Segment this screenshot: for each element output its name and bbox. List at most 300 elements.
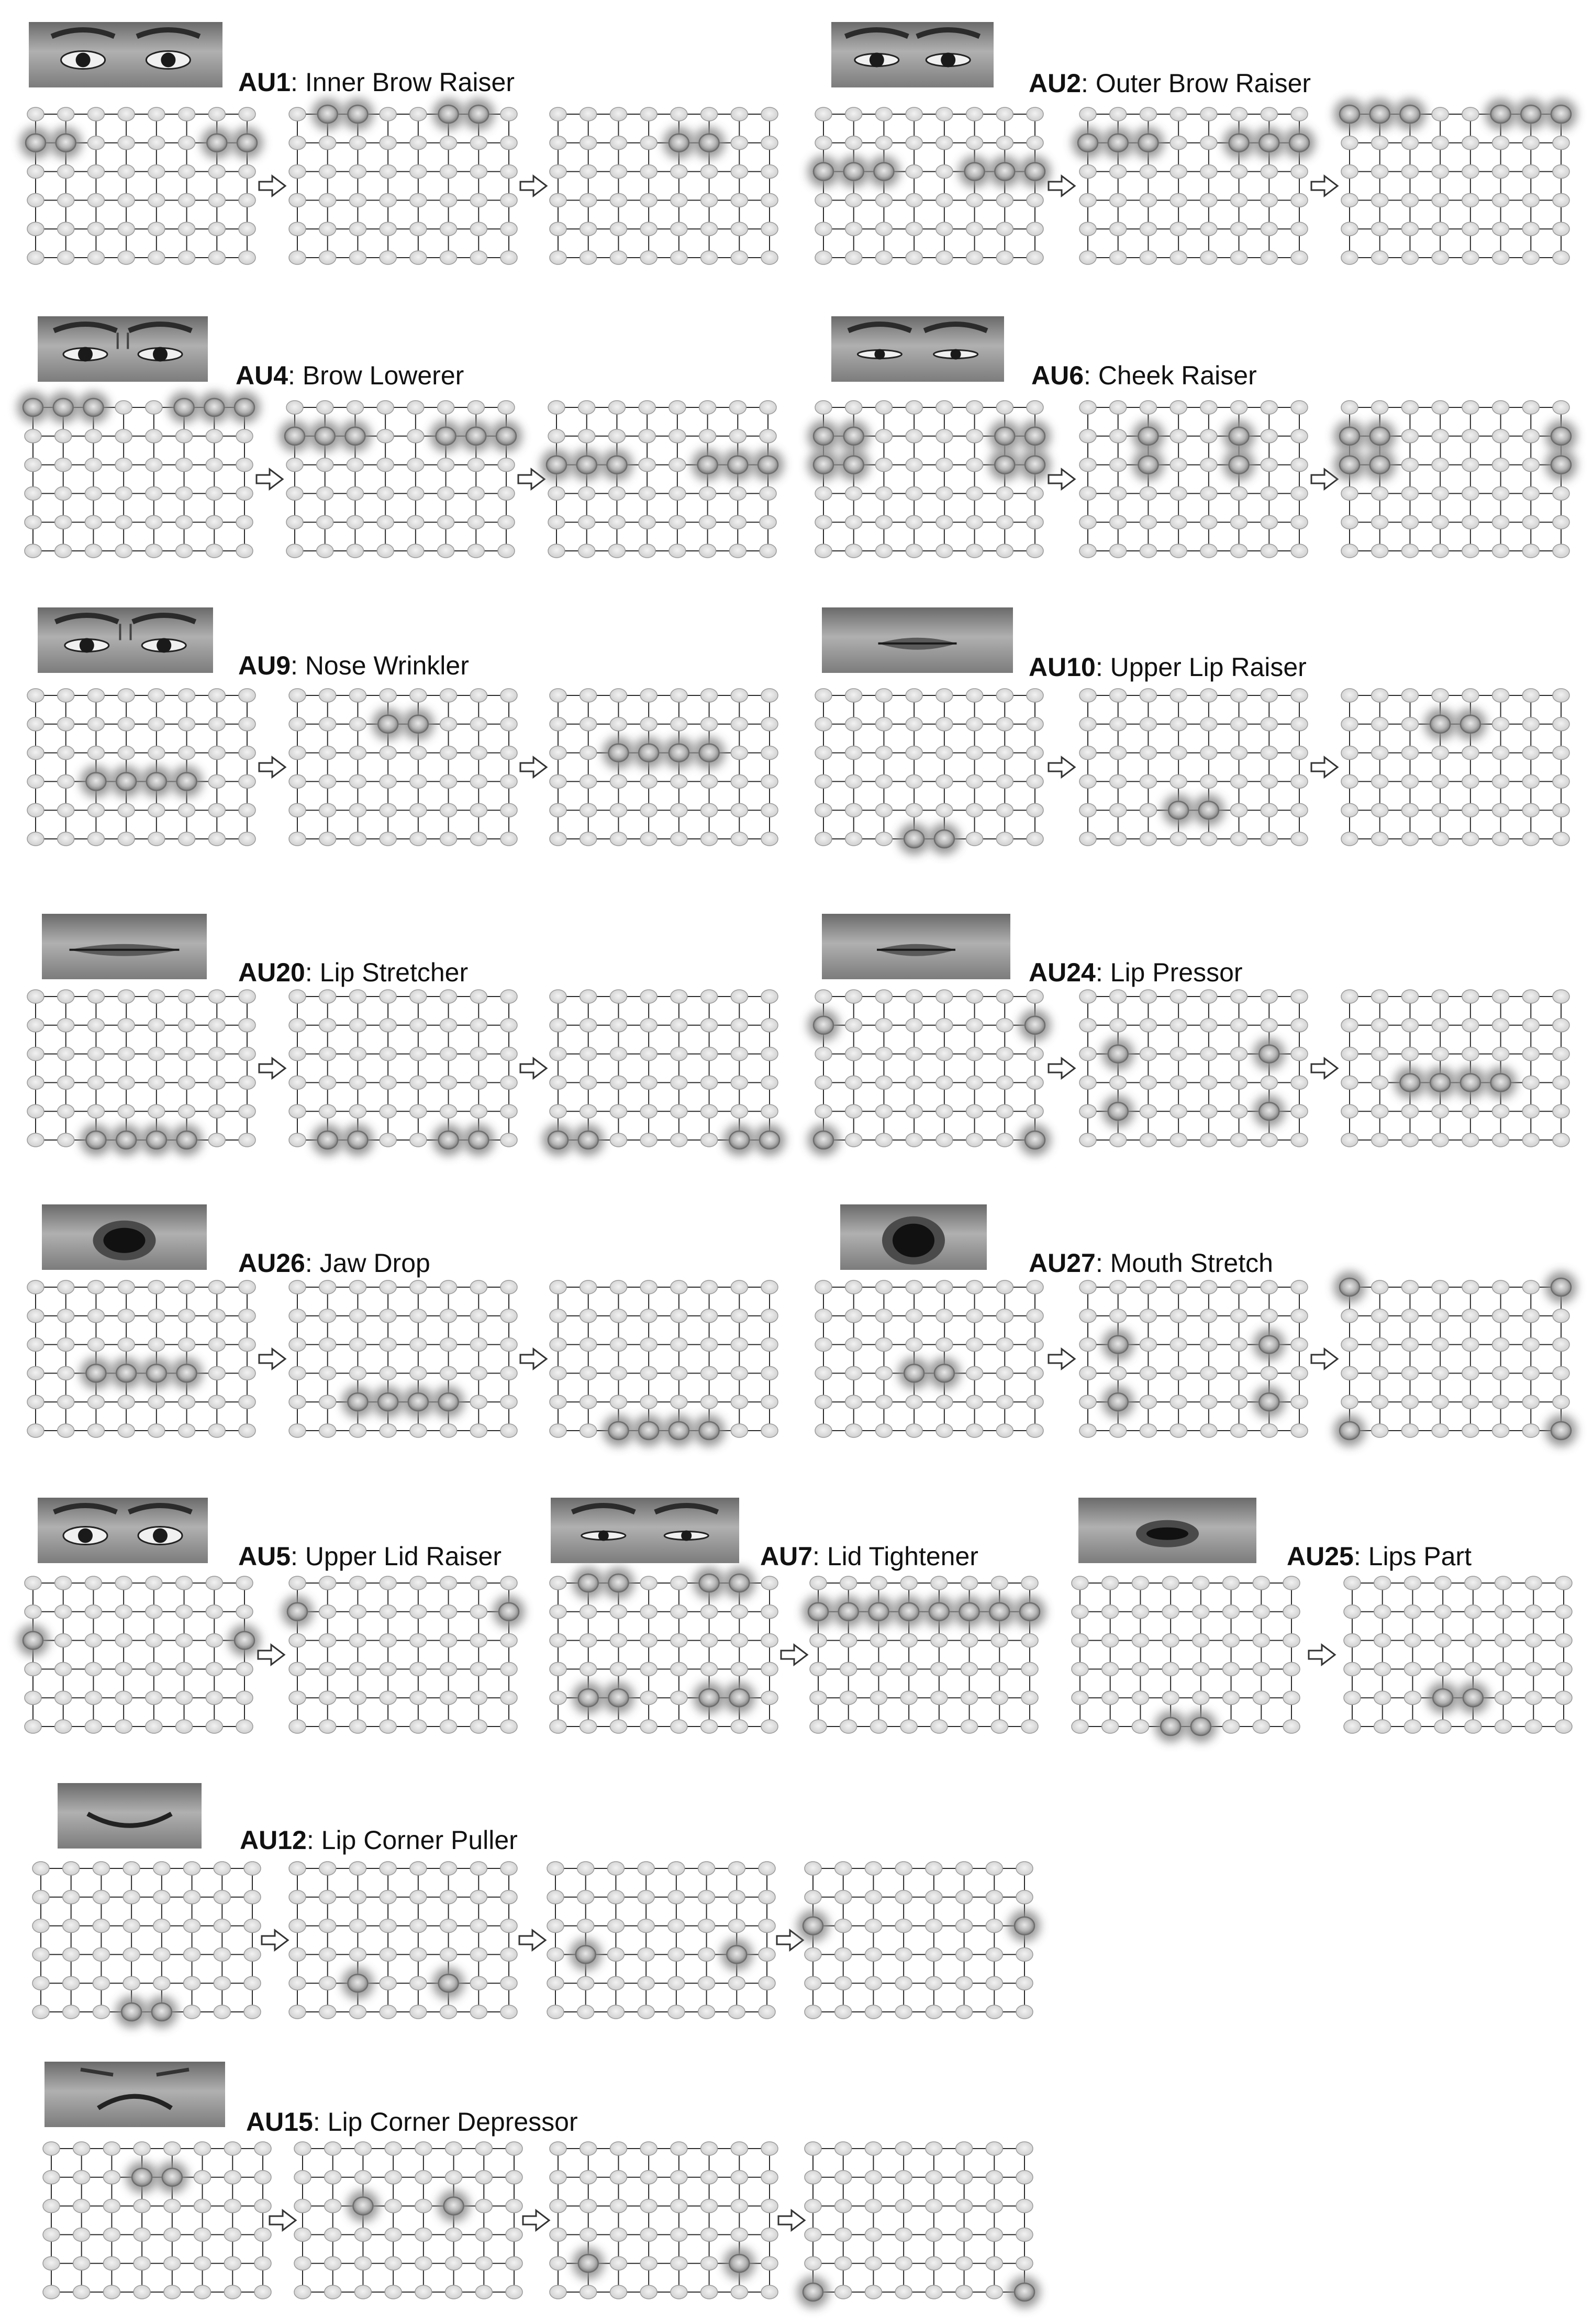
mesh-node	[239, 990, 255, 1003]
mesh-node	[32, 2005, 49, 2019]
mesh-grid-frame-1	[814, 686, 1044, 848]
active-node	[669, 134, 689, 152]
face-eyes-wide-icon	[38, 1498, 208, 1563]
mesh-node	[865, 2142, 882, 2155]
mesh-node	[27, 1019, 44, 1032]
active-node	[1025, 1016, 1045, 1034]
mesh-node	[1432, 1047, 1449, 1061]
arrow-shape	[520, 757, 547, 777]
mesh-node	[179, 1104, 195, 1118]
mesh-node	[1432, 544, 1449, 558]
mesh-node	[1401, 251, 1418, 264]
mesh-node	[986, 1976, 1002, 1990]
mesh-node	[731, 193, 748, 207]
active-node	[728, 456, 748, 474]
mesh-node	[966, 1104, 983, 1118]
mesh-node	[1291, 165, 1308, 179]
arrow-right-icon	[777, 2209, 806, 2232]
mesh-node	[289, 1104, 306, 1118]
mesh-node	[1522, 774, 1539, 788]
mesh-node	[1401, 515, 1418, 529]
au-code: AU9	[238, 651, 291, 680]
mesh-node	[865, 1976, 882, 1990]
active-node	[121, 2003, 141, 2021]
mesh-node	[1374, 1662, 1391, 1676]
mesh-node	[1372, 1280, 1388, 1294]
mesh-node	[1462, 1133, 1479, 1147]
active-node	[729, 2254, 749, 2272]
mesh-node	[349, 136, 366, 150]
mesh-node	[1555, 1576, 1572, 1590]
mesh-node	[1432, 1133, 1449, 1147]
active-node	[1191, 1718, 1211, 1735]
mesh-node	[500, 222, 517, 236]
mesh-node	[1553, 746, 1569, 760]
active-node	[235, 1632, 254, 1650]
mesh-node	[640, 1047, 657, 1061]
mesh-node	[1140, 544, 1156, 558]
mesh-node	[610, 2171, 627, 2184]
mesh-node	[1553, 1104, 1569, 1118]
mesh-grid-frame-1	[814, 398, 1044, 560]
mesh-grid-frame-1	[814, 987, 1044, 1149]
mesh-node	[835, 2005, 852, 2019]
mesh-node	[208, 832, 225, 846]
mesh-node	[118, 1395, 135, 1409]
active-node	[378, 1393, 398, 1411]
mesh-grid-frame-2	[809, 1574, 1039, 1736]
active-node	[729, 1574, 749, 1592]
mesh-node	[1110, 1019, 1127, 1032]
mesh-node	[731, 1019, 748, 1032]
mesh-grid-frame-3	[1340, 987, 1570, 1149]
mesh-node	[1110, 1366, 1127, 1380]
mesh-node	[1261, 1309, 1277, 1323]
mesh-node	[63, 1890, 80, 1904]
mesh-node	[956, 1890, 973, 1904]
mesh-node	[729, 515, 746, 529]
mesh-node	[815, 774, 832, 788]
face-nose-wrinkle-icon	[38, 607, 213, 673]
mesh-node	[580, 1019, 597, 1032]
mesh-node	[639, 429, 655, 443]
mesh-node	[926, 2256, 942, 2270]
arrow-shape	[1049, 469, 1075, 489]
mesh-node	[760, 486, 776, 500]
mesh-node	[407, 429, 424, 443]
mesh-node	[731, 832, 748, 846]
mesh-node	[123, 1976, 140, 1990]
mesh-node	[244, 1890, 261, 1904]
mesh-node	[845, 689, 862, 702]
mesh-node	[87, 1076, 104, 1089]
mesh-grid-frame-1	[814, 1278, 1044, 1440]
mesh-node	[966, 401, 983, 414]
mesh-node	[164, 2285, 181, 2299]
arrow-right-icon	[1047, 1347, 1076, 1370]
mesh-node	[239, 193, 255, 207]
mesh-node	[224, 2171, 241, 2184]
mesh-node	[1231, 251, 1247, 264]
mesh-node	[996, 193, 1013, 207]
mesh-node	[1555, 1691, 1572, 1705]
active-node	[23, 1632, 43, 1650]
mesh-node	[1261, 689, 1277, 702]
mesh-node	[550, 1019, 566, 1032]
mesh-node	[1372, 544, 1388, 558]
mesh-node	[731, 1424, 748, 1437]
mesh-node	[1462, 107, 1479, 121]
mesh-node	[1231, 515, 1247, 529]
mesh-node	[1341, 251, 1358, 264]
mesh-node	[875, 222, 892, 236]
mesh-node	[936, 1395, 953, 1409]
mesh-grid-frame-2	[1078, 398, 1309, 560]
mesh-node	[1434, 1605, 1451, 1619]
mesh-node	[415, 2228, 432, 2241]
mesh-node	[133, 2228, 150, 2241]
mesh-node	[961, 1691, 978, 1705]
active-node	[995, 163, 1015, 181]
mesh-node	[865, 1947, 882, 1961]
mesh-node	[875, 1019, 892, 1032]
mesh-node	[1261, 1133, 1277, 1147]
mesh-node	[761, 222, 778, 236]
au-name: Brow Lowerer	[302, 361, 464, 390]
mesh-node	[1016, 2171, 1033, 2184]
mesh-node	[870, 1576, 887, 1590]
mesh-node	[1401, 429, 1418, 443]
mesh-node	[208, 1280, 225, 1294]
mesh-node	[1261, 1076, 1277, 1089]
mesh-node	[865, 2171, 882, 2184]
mesh-node	[931, 1720, 948, 1733]
active-node	[1025, 163, 1045, 181]
mesh-node	[731, 165, 748, 179]
mesh-node	[1553, 1366, 1569, 1380]
active-node	[1463, 1689, 1483, 1707]
mesh-node	[1522, 832, 1539, 846]
mesh-node	[668, 1862, 685, 1875]
mesh-node	[63, 1947, 80, 1961]
mesh-grid-frame-4	[804, 2139, 1034, 2301]
mesh-node	[319, 1280, 336, 1294]
mesh-node	[610, 1076, 627, 1089]
mesh-node	[761, 990, 778, 1003]
mesh-node	[27, 803, 44, 817]
mesh-node	[1200, 401, 1217, 414]
mesh-node	[547, 1947, 564, 1961]
mesh-node	[118, 1019, 135, 1032]
mesh-node	[1162, 1691, 1179, 1705]
mesh-node	[550, 1104, 566, 1118]
mesh-node	[906, 1338, 922, 1352]
arrow-right-icon	[258, 756, 287, 779]
au-title: AU6: Cheek Raiser	[1031, 361, 1257, 390]
mesh-node	[445, 2256, 462, 2270]
mesh-node	[1231, 990, 1247, 1003]
mesh-node	[289, 1947, 306, 1961]
mesh-node	[1341, 803, 1358, 817]
mesh-node	[349, 717, 366, 731]
mesh-node	[470, 1338, 487, 1352]
mesh-node	[701, 1634, 718, 1647]
mesh-node	[991, 1662, 1008, 1676]
mesh-node	[184, 1919, 200, 1933]
mesh-node	[1492, 1395, 1509, 1409]
mesh-node	[1079, 458, 1096, 472]
mesh-node	[27, 1280, 44, 1294]
mesh-grid-frame-2	[1343, 1574, 1573, 1736]
mesh-node	[410, 689, 427, 702]
mesh-node	[936, 515, 953, 529]
mesh-node	[1434, 1634, 1451, 1647]
active-node	[814, 163, 833, 181]
mesh-node	[815, 107, 832, 121]
mesh-node	[865, 2256, 882, 2270]
mesh-node	[380, 1576, 396, 1590]
mesh-node	[319, 1338, 336, 1352]
mesh-node	[1465, 1576, 1481, 1590]
mesh-node	[325, 2199, 341, 2213]
mesh-node	[27, 193, 44, 207]
active-node	[814, 456, 833, 474]
mesh-node	[1555, 1662, 1572, 1676]
mesh-node	[580, 2142, 597, 2155]
mesh-node	[289, 1047, 306, 1061]
mesh-node	[1140, 717, 1156, 731]
mesh-node	[761, 251, 778, 264]
mesh-node	[840, 1576, 857, 1590]
mesh-node	[1432, 1019, 1449, 1032]
mesh-node	[1170, 515, 1187, 529]
mesh-node	[1253, 1576, 1269, 1590]
mesh-node	[731, 990, 748, 1003]
mesh-node	[153, 1862, 170, 1875]
mesh-node	[1261, 515, 1277, 529]
mesh-node	[319, 1019, 336, 1032]
mesh-node	[1170, 1424, 1187, 1437]
mesh-node	[1170, 717, 1187, 731]
mesh-node	[996, 717, 1013, 731]
mesh-node	[470, 1862, 487, 1875]
mesh-node	[1341, 746, 1358, 760]
mesh-node	[1102, 1691, 1119, 1705]
mesh-node	[1344, 1691, 1361, 1705]
mesh-node	[289, 1076, 306, 1089]
mesh-node	[936, 1338, 953, 1352]
mesh-node	[895, 1976, 912, 1990]
active-node	[348, 1131, 367, 1149]
face-eyes-wide-icon	[29, 22, 222, 87]
mesh-node	[759, 1862, 775, 1875]
mesh-node	[410, 1076, 427, 1089]
mesh-node	[845, 717, 862, 731]
mesh-grid-frame-1	[549, 1574, 779, 1736]
mesh-node	[1200, 1019, 1217, 1032]
active-node	[285, 427, 305, 445]
mesh-node	[956, 1919, 973, 1933]
mesh-node	[445, 2228, 462, 2241]
mesh-node	[500, 1019, 517, 1032]
mesh-node	[1231, 1338, 1247, 1352]
mesh-node	[1401, 1019, 1418, 1032]
mesh-node	[500, 1862, 517, 1875]
mesh-edges	[33, 403, 244, 555]
mesh-node	[577, 1862, 594, 1875]
mesh-node	[1432, 136, 1449, 150]
au-name: Cheek Raiser	[1098, 361, 1257, 390]
mesh-node	[1110, 165, 1127, 179]
mesh-node	[671, 774, 687, 788]
mesh-node	[761, 1366, 778, 1380]
mesh-node	[470, 1605, 487, 1619]
mesh-node	[294, 2285, 311, 2299]
mesh-node	[1079, 1424, 1096, 1437]
eye-iris	[78, 1529, 93, 1543]
mesh-node	[500, 1104, 517, 1118]
mesh-node	[1432, 165, 1449, 179]
mesh-node	[731, 1280, 748, 1294]
mesh-node	[410, 803, 427, 817]
mesh-node	[236, 429, 253, 443]
mesh-node	[179, 689, 195, 702]
face-thumbnail	[831, 22, 994, 87]
mesh-node	[640, 1338, 657, 1352]
mesh-node	[815, 832, 832, 846]
arrow-shape	[258, 1645, 284, 1665]
mesh-node	[1495, 1720, 1512, 1733]
mesh-node	[580, 2199, 597, 2213]
active-node	[177, 1131, 197, 1149]
mesh-node	[1341, 990, 1358, 1003]
arrow-shape	[520, 176, 547, 196]
mesh-node	[58, 1076, 74, 1089]
mesh-node	[550, 1576, 566, 1590]
mesh-node	[1462, 1019, 1479, 1032]
mesh-node	[319, 1076, 336, 1089]
au-name: Lip Corner Depressor	[327, 2107, 578, 2137]
mesh-node	[27, 1338, 44, 1352]
mesh-node	[146, 515, 162, 529]
mesh-node	[845, 1395, 862, 1409]
eye-iris	[874, 349, 885, 360]
mesh-node	[550, 107, 566, 121]
mesh-node	[731, 2228, 748, 2241]
mesh-node	[728, 1919, 745, 1933]
mesh-node	[1522, 689, 1539, 702]
active-node	[758, 456, 778, 474]
mesh-node	[380, 193, 396, 207]
active-glow-layer	[1334, 420, 1577, 481]
mesh-node	[906, 401, 922, 414]
mesh-node	[179, 990, 195, 1003]
mesh-node	[805, 2228, 821, 2241]
mesh-node	[380, 803, 396, 817]
au-code: AU4	[236, 361, 288, 390]
active-node	[934, 830, 954, 848]
mesh-node	[906, 1309, 922, 1323]
face-skin	[58, 1783, 202, 1849]
mesh-node	[380, 107, 396, 121]
mesh-node	[380, 1076, 396, 1089]
mesh-node	[115, 401, 132, 414]
mesh-node	[1223, 1634, 1240, 1647]
mesh-node	[236, 1662, 253, 1676]
mesh-node	[1341, 1366, 1358, 1380]
mesh-node	[1522, 1366, 1539, 1380]
mesh-node	[440, 1947, 457, 1961]
mesh-node	[349, 1605, 366, 1619]
mesh-node	[1341, 1395, 1358, 1409]
mesh-node	[1072, 1605, 1088, 1619]
mesh-edges	[1080, 1579, 1291, 1731]
active-node	[1015, 2283, 1034, 2301]
mesh-node	[1553, 1047, 1569, 1061]
mesh-node	[1341, 1338, 1358, 1352]
mesh-node	[179, 717, 195, 731]
mesh-node	[349, 1076, 366, 1089]
mesh-node	[1341, 1047, 1358, 1061]
mesh-node	[289, 1976, 306, 1990]
eye-iris	[78, 347, 93, 362]
mesh-node	[966, 544, 983, 558]
mesh-node	[1016, 2005, 1033, 2019]
mesh-node	[1261, 803, 1277, 817]
mesh-node	[550, 1395, 566, 1409]
active-node	[116, 1131, 136, 1149]
mesh-node	[43, 2142, 60, 2155]
mesh-node	[500, 1947, 517, 1961]
mesh-node	[208, 1309, 225, 1323]
mesh-node	[815, 717, 832, 731]
mesh-edges	[813, 1864, 1024, 2016]
mesh-node	[179, 1309, 195, 1323]
mesh-node	[1404, 1662, 1421, 1676]
mesh-node	[349, 1576, 366, 1590]
arrow-right-icon	[258, 1057, 287, 1080]
mesh-node	[895, 2199, 912, 2213]
arrow-shape	[1049, 1058, 1075, 1078]
mesh-node	[239, 1366, 255, 1380]
mesh-node	[123, 1890, 140, 1904]
mesh-node	[966, 689, 983, 702]
mesh-node	[27, 746, 44, 760]
mesh-node	[239, 717, 255, 731]
mesh-node	[410, 1634, 427, 1647]
active-node	[844, 456, 864, 474]
mesh-node	[1170, 1047, 1187, 1061]
mesh-node	[580, 2285, 597, 2299]
mesh-node	[1462, 1280, 1479, 1294]
mesh-node	[547, 1862, 564, 1875]
mesh-node	[380, 251, 396, 264]
mesh-node	[1372, 717, 1388, 731]
mesh-node	[32, 1947, 49, 1961]
mesh-node	[699, 486, 716, 500]
mesh-node	[668, 1947, 685, 1961]
mesh-node	[1522, 1338, 1539, 1352]
mesh-node	[1140, 1019, 1156, 1032]
mesh-node	[410, 832, 427, 846]
mesh-node	[1495, 1576, 1512, 1590]
mesh-node	[1231, 1424, 1247, 1437]
mesh-node	[815, 251, 832, 264]
mesh-node	[906, 136, 922, 150]
mesh-edges	[823, 992, 1035, 1144]
active-node	[147, 1364, 166, 1382]
mesh-node	[254, 2256, 271, 2270]
